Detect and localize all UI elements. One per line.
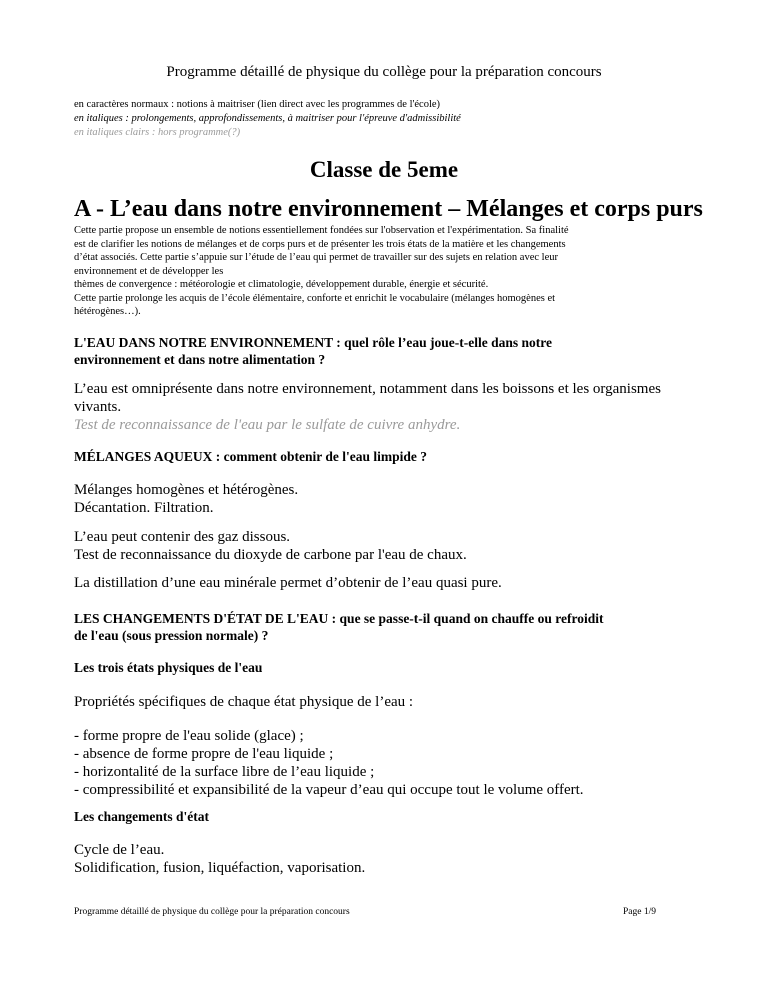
body-line: Test de reconnaissance du dioxyde de carbone par l'eau de chaux. [74,547,467,563]
list-item: - horizontalité de la surface libre de l’eau liquide ; [74,764,375,780]
legend-light-italic: en italiques clairs : hors programme(?) [74,127,241,138]
heading-line: de l'eau (sous pression normale) ? [74,628,269,643]
melanges-text-3: La distillation d’une eau minérale permet d’obtenir de l’eau quasi pure. [74,575,502,591]
legend-normal: en caractères normaux : notions à maitriser (lien direct avec les programmes de l'école) [74,99,441,110]
intro-line: est de clarifier les notions de mélanges et de corps purs et de présenter les trois états de la matière et les changements [74,238,566,250]
body-line: Cycle de l’eau. [74,842,165,858]
hors-programme-line: Test de reconnaissance de l'eau par le sulfate de cuivre anhydre. [74,417,461,433]
list-item: - forme propre de l'eau solide (glace) ; [74,728,304,744]
intro-paragraph [74,224,694,319]
heading-eau-environnement [74,334,694,368]
proprietes-intro: Propriétés spécifiques de chaque état physique de l’eau : [74,694,414,710]
intro-line: d’état associés. Cette partie s’appuie sur l’étude de l’eau qui permet de travailler sur des sujets en relation avec leur [74,252,558,263]
class-title: Classe de 5eme [309,157,459,182]
intro-line: Cette partie prolonge les acquis de l’école élémentaire, conforte et enrichit le vocabulaire (mélanges homogènes et [74,292,556,304]
body-line: L’eau peut contenir des gaz dissous. [74,529,291,545]
intro-line: Cette partie propose un ensemble de notions essentiellement fondées sur l'observation et l'expérimentation. Sa finalité [74,225,569,236]
subheading-changements-etat: Les changements d'état [74,809,209,824]
body-line: L’eau est omniprésente dans notre environnement, notamment dans les boissons et les organismes [74,381,661,397]
body-line: Mélanges homogènes et hétérogènes. [74,482,299,498]
heading-line: environnement et dans notre alimentation ? [74,352,326,367]
section-title: A - L’eau dans notre environnement – Mélanges et corps purs [74,196,703,222]
footer-title: Programme détaillé de physique du collège pour la préparation concours [74,907,350,917]
intro-line: thèmes de convergence : météorologie et climatologie, développement durable, énergie et sécurité. [74,279,489,290]
body-line: Décantation. Filtration. [74,500,214,516]
legend-italic-rest: : prolongements, approfondissements, à maitriser pour l'épreuve d'admissibilité [122,113,461,124]
melanges-text-1 [74,481,694,517]
body-line: Solidification, fusion, liquéfaction, vaporisation. [74,860,366,876]
subheading-trois-etats: Les trois états physiques de l'eau [74,660,263,675]
melanges-text-2 [74,528,694,564]
intro-line: environnement et de développer les [74,265,224,277]
list-item: - absence de forme propre de l'eau liquide ; [74,746,334,762]
proprietes-list [74,727,694,799]
page-header-title: Programme détaillé de physique du collège pour la préparation concours [166,64,602,80]
heading-changements [74,610,694,644]
heading-line: L'EAU DANS NOTRE ENVIRONNEMENT : quel rôle l’eau joue-t-elle dans notre [74,335,553,350]
legend-italic [74,112,461,126]
page-number: Page 1/9 [623,907,656,917]
heading-melanges: MÉLANGES AQUEUX : comment obtenir de l'eau limpide ? [74,449,428,464]
changements-text [74,841,694,877]
legend [74,98,461,140]
intro-line: hétérogènes…). [74,306,141,317]
list-item: - compressibilité et expansibilité de la vapeur d’eau qui occupe tout le volume offert. [74,782,584,798]
body-line: vivants. [74,399,122,415]
eau-environnement-text [74,380,694,434]
heading-line: LES CHANGEMENTS D'ÉTAT DE L'EAU : que se passe-t-il quand on chauffe ou refroidit [74,611,604,626]
legend-italic-prefix: en italiques [74,113,123,124]
